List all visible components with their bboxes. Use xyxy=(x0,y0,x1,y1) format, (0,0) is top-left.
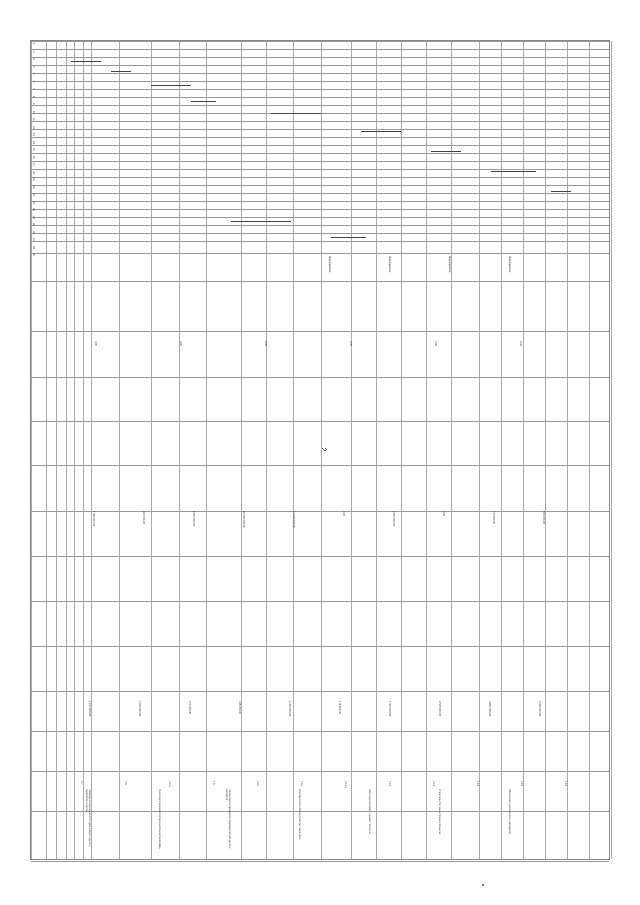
grid-row-line xyxy=(31,153,609,154)
row-number: 1.16 xyxy=(564,781,567,787)
grid-column-line xyxy=(91,41,92,859)
amount-value: 176 500,00 xyxy=(338,701,341,714)
grid-row-line xyxy=(31,161,609,162)
row-number: 1.15 xyxy=(520,781,523,787)
column-number: 4 xyxy=(32,65,35,67)
grid-column-line xyxy=(426,41,427,859)
column-number: 22 xyxy=(32,200,35,204)
grid-row-line xyxy=(31,193,609,194)
grid-row-line xyxy=(31,601,609,602)
grid-row-line xyxy=(31,129,609,130)
grid-row-line xyxy=(31,421,609,422)
grid-column-line xyxy=(266,41,267,859)
grid-row-line xyxy=(31,97,609,98)
zero-value: 0,00 xyxy=(94,341,97,347)
grid-column-line xyxy=(241,41,242,859)
grid-column-line xyxy=(451,41,452,859)
column-number: 21 xyxy=(32,193,35,196)
amount-value: 12 000 000,00 xyxy=(292,511,295,528)
row-number: 1.14 xyxy=(476,781,479,787)
column-number: 1 xyxy=(32,43,35,45)
zero-value: 0,00 xyxy=(264,341,267,347)
grid-row-line xyxy=(31,217,609,218)
column-number: 24 xyxy=(32,215,35,219)
grid-row-line xyxy=(31,377,609,378)
grid-column-line xyxy=(74,41,75,859)
ink-stroke xyxy=(431,151,461,152)
side-note: Мероприятие xyxy=(508,256,511,273)
grid-row-line xyxy=(31,731,609,732)
grid-column-line xyxy=(321,41,322,859)
grid-row-line xyxy=(31,331,609,332)
grid-row-line xyxy=(31,81,609,82)
amount-value: 700 000,00 xyxy=(492,511,495,524)
amount-value: 0,00 xyxy=(342,511,345,517)
amount-value: 148 000,00 xyxy=(238,701,241,714)
amount-value: 15 000 000,00 xyxy=(242,511,245,528)
ink-stroke xyxy=(491,171,536,172)
zero-value: 0,00 xyxy=(179,341,182,347)
column-number: 9 xyxy=(32,103,35,105)
row-description: Проведение мероприятий по организации отдыха и оздоровления детей xyxy=(85,789,91,847)
column-number: 29 xyxy=(32,253,35,256)
row-number: 1.7 xyxy=(80,781,83,785)
data-table xyxy=(30,40,610,860)
grid-row-line xyxy=(31,201,609,202)
grid-row-line xyxy=(31,41,609,45)
column-number: 19 xyxy=(32,178,35,181)
grid-row-line xyxy=(31,646,609,647)
grid-column-line xyxy=(151,41,152,859)
column-number: 15 xyxy=(32,148,35,151)
grid-row-line xyxy=(31,556,609,557)
column-number: 6 xyxy=(32,80,35,82)
grid-row-line xyxy=(31,691,609,692)
grid-row-line xyxy=(31,241,609,242)
ink-stroke xyxy=(111,71,131,72)
grid-row-line xyxy=(31,511,609,512)
grid-row-line xyxy=(31,253,609,254)
ink-stroke xyxy=(231,221,291,222)
grid-column-line xyxy=(66,41,67,859)
ink-stroke xyxy=(71,61,101,62)
grid-row-line xyxy=(31,465,609,466)
grid-row-line xyxy=(31,771,609,772)
column-number: 27 xyxy=(32,238,35,241)
amount-value: 550 000,00 xyxy=(542,511,545,524)
column-number: 3 xyxy=(32,58,35,60)
zero-value: 0,00 xyxy=(519,341,522,347)
grid-column-line xyxy=(206,41,207,859)
grid-column-line xyxy=(179,41,180,859)
amount-value: 273 000,00 xyxy=(188,701,191,714)
column-number: 7 xyxy=(32,88,35,90)
amount-value: 3 800 000,00 xyxy=(488,701,491,717)
column-number: 2 xyxy=(32,50,35,52)
grid-row-line xyxy=(31,281,609,282)
row-description: Реализация мероприятий муниципальной программы xyxy=(158,789,161,849)
grid-column-line xyxy=(589,41,590,859)
grid-column-line xyxy=(56,41,57,859)
grid-row-line xyxy=(31,177,609,178)
grid-row-line xyxy=(31,209,609,210)
row-number: 1.9 xyxy=(212,781,215,785)
grid-row-line xyxy=(31,811,609,812)
row-number: 1.12 xyxy=(388,781,391,787)
column-number: 13 xyxy=(32,133,35,136)
row-description: Обеспечение деятельности учреждений xyxy=(508,789,511,834)
row-number: 1.8.1 xyxy=(168,781,171,787)
side-note: Мероприятие xyxy=(388,256,391,273)
grid-column-line xyxy=(611,41,612,859)
grid-row-line xyxy=(31,230,609,234)
stray-mark xyxy=(482,884,484,886)
ink-stroke xyxy=(361,131,401,132)
row-number: 1.10 xyxy=(256,781,259,787)
grid-column-line xyxy=(83,41,84,859)
grid-row-line xyxy=(31,65,609,66)
column-number: 25 xyxy=(32,223,35,226)
grid-column-line xyxy=(46,41,47,859)
amount-value: 1 000 000,00 xyxy=(92,511,95,527)
column-number: 28 xyxy=(32,245,35,249)
amount-value: 1 000 000,00 xyxy=(388,701,391,717)
grid-row-line xyxy=(31,185,609,186)
grid-row-line xyxy=(31,57,609,58)
amount-value: 1 517 620,00 xyxy=(88,701,91,717)
grid-column-line xyxy=(523,41,524,859)
grid-column-line xyxy=(501,41,502,859)
grid-row-line xyxy=(31,861,609,862)
column-number: 11 xyxy=(32,118,35,121)
grid-column-line xyxy=(567,41,568,859)
column-number: 23 xyxy=(32,208,35,211)
row-description: Капитальный ремонт и ремонт объектов xyxy=(368,789,371,835)
column-number: 18 xyxy=(32,170,35,174)
column-number: 14 xyxy=(32,140,35,144)
row-description: Строительство, реконструкция объектов xyxy=(438,789,441,835)
page-number: 2 xyxy=(319,447,327,452)
grid-row-line xyxy=(31,49,609,50)
amount-value: 2 500 000,00 xyxy=(438,701,441,717)
amount-value: 2 000 000,00 xyxy=(392,511,395,527)
ink-stroke xyxy=(331,237,366,238)
amount-value: 0,00 xyxy=(442,511,445,517)
column-number: 16 xyxy=(32,155,35,159)
ink-stroke xyxy=(271,113,321,114)
side-note: Мероприятие xyxy=(448,256,451,273)
grid-row-line xyxy=(31,169,609,170)
grid-row-line xyxy=(31,145,609,146)
column-number: 5 xyxy=(32,73,35,75)
grid-column-line xyxy=(376,41,377,859)
row-number: 1.13 xyxy=(432,781,435,787)
amount-value: 5 000 000,00 xyxy=(538,701,541,717)
amount-value: 1 520 000,00 xyxy=(138,701,141,717)
column-number: 12 xyxy=(32,125,35,129)
column-number: 17 xyxy=(32,163,35,166)
ink-stroke xyxy=(151,85,191,86)
column-number: 20 xyxy=(32,185,35,189)
grid-row-line xyxy=(31,225,609,226)
grid-row-line xyxy=(31,121,609,122)
amount-value: 1 000 000,00 xyxy=(288,701,291,717)
zero-value: 0,00 xyxy=(349,341,352,347)
grid-column-line xyxy=(119,41,120,859)
grid-row-line xyxy=(31,89,609,90)
row-description: Мероприятия по благоустройству территории xyxy=(298,789,301,840)
grid-column-line xyxy=(479,41,480,859)
grid-column-line xyxy=(545,41,546,859)
grid-row-line xyxy=(31,105,609,106)
row-number: 1.8 xyxy=(124,781,127,785)
column-number: 10 xyxy=(32,110,35,114)
column-number: 26 xyxy=(32,230,35,234)
zero-value: 0,00 xyxy=(434,341,437,347)
amount-value: 400 000,00 xyxy=(142,511,145,524)
grid-column-line xyxy=(293,41,294,859)
row-number: 1.11.1 xyxy=(344,781,347,789)
row-description: Организация и проведение мероприятий для детей и молодежи xyxy=(225,789,231,849)
ink-stroke xyxy=(551,191,571,192)
grid-row-line xyxy=(31,73,609,74)
ink-stroke xyxy=(191,101,216,102)
grid-column-line xyxy=(351,41,352,859)
row-number: 1.11 xyxy=(300,781,303,786)
grid-row-line xyxy=(31,137,609,138)
grid-column-line xyxy=(401,41,402,859)
amount-value: 9 000 000,00 xyxy=(192,511,195,527)
side-note: Мероприятие xyxy=(328,256,331,273)
column-number: 8 xyxy=(32,95,35,97)
